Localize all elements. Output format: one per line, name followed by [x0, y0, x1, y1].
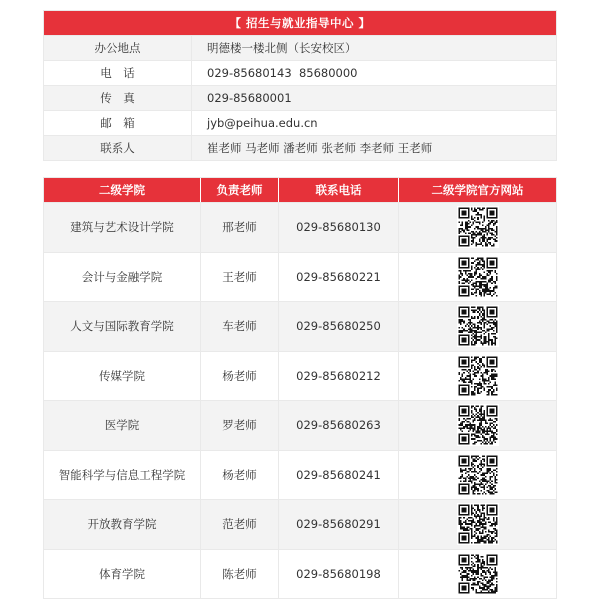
college-name: 建筑与艺术设计学院: [44, 203, 200, 252]
qr-code-icon: [457, 355, 499, 397]
phone-column-header: 联系电话: [279, 178, 398, 202]
college-name: 智能科学与信息工程学院: [44, 451, 200, 500]
fax-label: 传 真: [44, 86, 191, 110]
website-cell: [399, 401, 556, 450]
teacher-name: 杨老师: [201, 352, 278, 401]
college-table-header: [44, 178, 556, 202]
website-cell: [399, 203, 556, 252]
email-row: [44, 111, 556, 135]
qr-code-icon: [457, 305, 499, 347]
qr-code-icon: [457, 454, 499, 496]
office-location-value: 明德楼一楼北侧（长安校区）: [192, 36, 556, 60]
college-row: [44, 253, 556, 302]
college-phone: 029-85680263: [279, 401, 398, 450]
teacher-name: 范老师: [201, 500, 278, 549]
college-name: 体育学院: [44, 550, 200, 599]
college-contacts-table: [43, 177, 557, 599]
qr-code-icon: [457, 404, 499, 446]
college-column-header: 二级学院: [44, 178, 200, 202]
email-value: jyb@peihua.edu.cn: [192, 111, 556, 135]
qr-code-icon: [457, 256, 499, 298]
website-column-header: 二级学院官方网站: [399, 178, 556, 202]
email-label: 邮 箱: [44, 111, 191, 135]
fax-row: [44, 86, 556, 110]
college-phone: 029-85680198: [279, 550, 398, 599]
admissions-center-table: [43, 10, 557, 161]
admissions-center-title: 【 招生与就业指导中心 】: [44, 11, 556, 35]
teacher-column-header: 负责老师: [201, 178, 278, 202]
qr-code-icon: [457, 503, 499, 545]
teacher-name: 王老师: [201, 253, 278, 302]
college-phone: 029-85680241: [279, 451, 398, 500]
college-name: 开放教育学院: [44, 500, 200, 549]
college-row: [44, 500, 556, 549]
college-phone: 029-85680130: [279, 203, 398, 252]
college-row: [44, 352, 556, 401]
website-cell: [399, 451, 556, 500]
website-cell: [399, 550, 556, 599]
office-location-label: 办公地点: [44, 36, 191, 60]
college-row: [44, 451, 556, 500]
college-row: [44, 401, 556, 450]
teacher-name: 杨老师: [201, 451, 278, 500]
college-row: [44, 302, 556, 351]
qr-code-icon: [457, 553, 499, 595]
website-cell: [399, 253, 556, 302]
teacher-name: 邢老师: [201, 203, 278, 252]
college-phone: 029-85680291: [279, 500, 398, 549]
phone-row: [44, 61, 556, 85]
college-phone: 029-85680212: [279, 352, 398, 401]
teacher-name: 陈老师: [201, 550, 278, 599]
website-cell: [399, 302, 556, 351]
college-name: 人文与国际教育学院: [44, 302, 200, 351]
college-name: 传媒学院: [44, 352, 200, 401]
college-name: 医学院: [44, 401, 200, 450]
qr-code-icon: [457, 206, 499, 248]
college-phone: 029-85680250: [279, 302, 398, 351]
college-phone: 029-85680221: [279, 253, 398, 302]
college-row: [44, 550, 556, 599]
phone-label: 电 话: [44, 61, 191, 85]
website-cell: [399, 352, 556, 401]
contacts-label: 联系人: [44, 136, 191, 160]
office-location-row: [44, 36, 556, 60]
teacher-name: 车老师: [201, 302, 278, 351]
website-cell: [399, 500, 556, 549]
college-name: 会计与金融学院: [44, 253, 200, 302]
fax-value: 029-85680001: [192, 86, 556, 110]
college-row: [44, 203, 556, 252]
contacts-value: 崔老师 马老师 潘老师 张老师 李老师 王老师: [192, 136, 556, 160]
phone-value: 029-85680143 85680000: [192, 61, 556, 85]
contacts-row: [44, 136, 556, 160]
teacher-name: 罗老师: [201, 401, 278, 450]
